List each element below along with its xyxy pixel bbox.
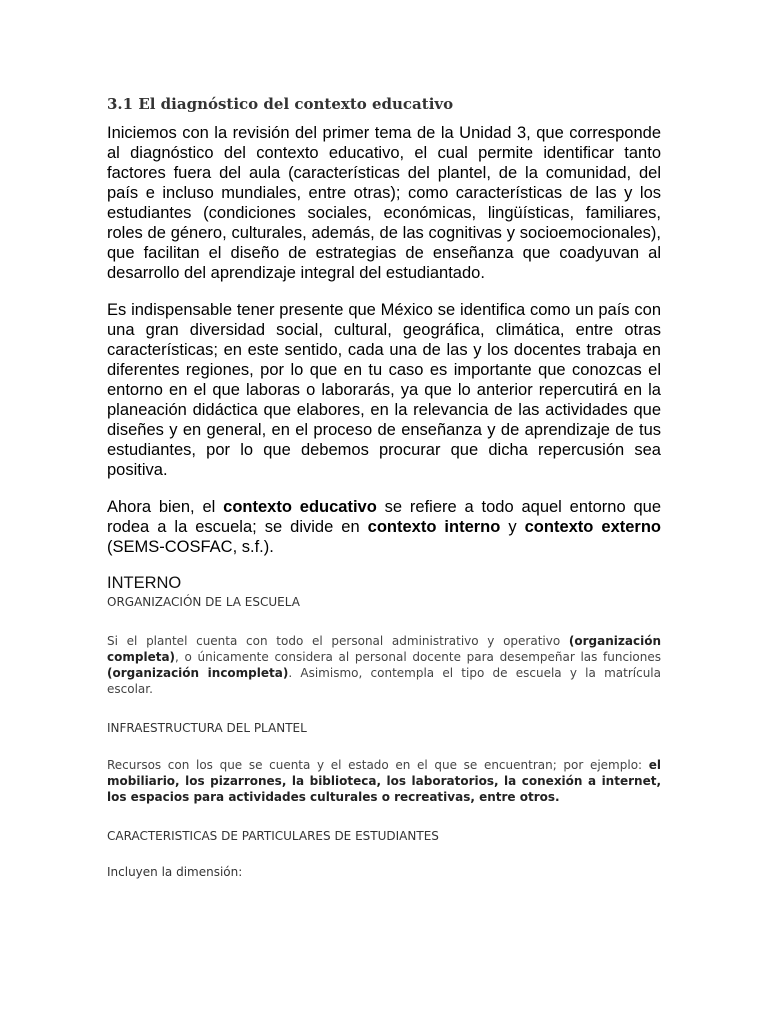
text-run: y [500,518,525,536]
text-run: Recursos con los que se cuenta y el estado en el que se encuentran; por ejemplo: [107,758,649,772]
bold-term-contexto-interno: contexto interno [367,518,501,536]
section-heading: 3.1 El diagnóstico del contexto educativo [107,95,454,113]
text-run: se refiere a todo aquel entorno que rodea a la escuela; se divide en [107,498,661,536]
bold-term-contexto-externo: contexto externo [524,518,661,536]
interno-title: INTERNO [107,574,182,592]
text-run: Si el plantel cuenta con todo el personal administrativo y operativo [107,634,569,648]
infra-paragraph [107,757,661,805]
org-heading: ORGANIZACIÓN DE LA ESCUELA [107,595,300,609]
document-page [107,88,661,901]
bold-term-contexto-educativo: contexto educativo [223,498,377,516]
paragraph-context-definition [107,497,661,557]
infra-heading: INFRAESTRUCTURA DEL PLANTEL [107,721,307,735]
text-run: . Asimismo, contempla el tipo de escuela y la matrícula escolar. [107,666,661,696]
paragraph-diversity: Es indispensable tener presente que México se identifica como un país con una gran diversidad social, cultural, geográfica, climática, entre otras características; en este sentido, cada una de las y los docentes trabaja en diferentes regiones, por lo que en tu caso es importante que conozcas el entorno en el que laboras o laborarás, ya que lo anterior repercutirá en la planeación didáctica que elabores, en la relevancia de las actividades que diseñes y en general, en el proceso de enseñanza y de aprendizaje de tus estudiantes, por lo que debemos procurar que dicha repercusión sea positiva. [107,301,661,479]
text-run: (SEMS-COSFAC, s.f.). [107,538,274,556]
text-run: , o únicamente considera al personal docente para desempeñar las funciones [175,650,661,664]
incluyen-text: Incluyen la dimensión: [107,865,243,879]
bold-term-resources: el mobiliario, los pizarrones, la biblioteca, los laboratorios, la conexión a internet, los espacios para actividades culturales o recreativas, entre otros. [107,758,661,804]
caract-heading: CARACTERISTICAS DE PARTICULARES DE ESTUDIANTES [107,829,439,843]
text-run: Ahora bien, el [107,498,224,516]
bold-term-org-incompleta: (organización incompleta) [107,666,289,680]
bold-term-org-completa: (organización completa) [107,634,661,664]
paragraph-intro: Iniciemos con la revisión del primer tema de la Unidad 3, que corresponde al diagnóstico del contexto educativo, el cual permite identificar tanto factores fuera del aula (características del plantel, de la comunidad, del país e incluso mundiales, entre otras); como características de las y los estudiantes (condiciones sociales, económicas, lingüísticas, familiares, roles de género, culturales, además, de las cognitivas y socioemocionales), que facilitan el diseño de estrategias de enseñanza que coadyuvan al desarrollo del aprendizaje integral del estudiantado. [107,124,661,282]
org-paragraph [107,633,661,697]
